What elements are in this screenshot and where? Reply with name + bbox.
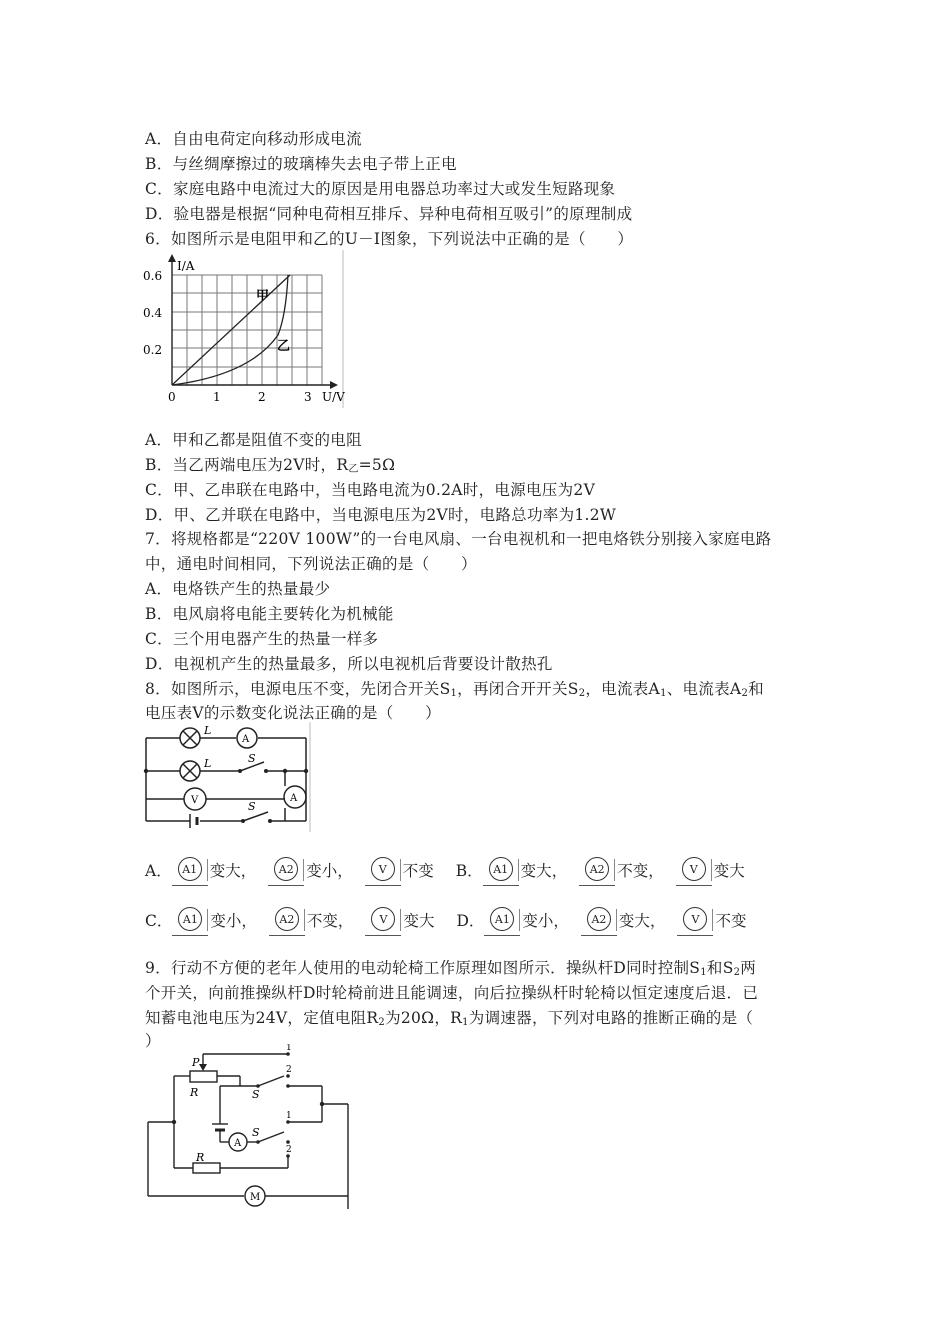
x-tick-2: 2 xyxy=(258,390,266,404)
meter-v-label: V xyxy=(191,795,199,806)
voltmeter-v-icon: V xyxy=(682,857,708,883)
label-s1: S xyxy=(252,1088,260,1101)
q6-ui-graph xyxy=(140,250,355,410)
q5-option-d: D．验电器是根据“同种电荷相互排斥、异种电荷相互吸引”的原理制成 xyxy=(145,205,633,223)
y-tick-0-4: 0.4 xyxy=(143,306,163,320)
motor-label: M xyxy=(250,1192,261,1203)
voltmeter-v-icon: V xyxy=(371,907,397,933)
x-tick-3: 3 xyxy=(304,390,312,404)
ammeter-a1-icon: A1 xyxy=(178,907,204,933)
terminal-1-mid: 1 xyxy=(286,1111,292,1121)
q9-stem-line4: ） xyxy=(145,1032,161,1050)
ammeter-a1-icon: A1 xyxy=(178,857,204,883)
ammeter-a2-icon: A2 xyxy=(275,907,301,933)
label-l2: L xyxy=(204,757,212,770)
terminal-2-bottom: 2 xyxy=(286,1145,292,1155)
label-s2: S xyxy=(252,1126,260,1139)
voltmeter-v-icon: V xyxy=(683,907,709,933)
q5-option-a: A．自由电荷定向移动形成电流 xyxy=(145,130,362,148)
x-tick-1: 1 xyxy=(213,390,221,404)
terminal-1-top: 1 xyxy=(286,1044,292,1053)
q8-stem-line1: 8．如图所示，电源电压不变，先闭合开关$S_1$，再闭合开开关$S_2$，电流表$A_1$、电流表$A_2$和 xyxy=(145,680,764,699)
q6-option-c: C．甲、乙串联在电路中，当电路电流为0.2A时，电源电压为2V xyxy=(145,481,596,499)
q6-option-d: D．甲、乙并联在电路中，当电源电压为2V时，电路总功率为1.2W xyxy=(145,506,617,524)
q8-circuit-diagram xyxy=(140,722,312,834)
label-yi: 乙 xyxy=(277,339,291,354)
ammeter-a2-icon: A2 xyxy=(585,857,611,883)
ammeter-a2-icon: A2 xyxy=(587,907,613,933)
label-jia: 甲 xyxy=(256,289,270,304)
q8-option-a-label: A． xyxy=(145,862,172,880)
y-axis-label: I/A xyxy=(177,259,195,273)
label-l1: L xyxy=(204,724,212,737)
q9-circuit-diagram xyxy=(140,1044,354,1210)
graph-grid xyxy=(172,275,322,385)
q6-option-a: A．甲和乙都是阻值不变的电阻 xyxy=(145,431,362,449)
q8-options-row1: A． A1 变大 ， A2 变小 ， V 不变 B． A1 变大 ， A2 不变 ， V 变大 xyxy=(145,852,757,888)
ammeter-a2-icon: A2 xyxy=(274,857,300,883)
q6-stem: 6．如图所示是电阻甲和乙的U－I图象，下列说法中正确的是（ ） xyxy=(145,230,634,248)
q9-stem-line1: 9．行动不方便的老年人使用的电动轮椅工作原理如图所示．操纵杆D同时控制$S_1$和$S_2$两 xyxy=(145,959,757,978)
q7-stem-line2: 中，通电时间相同，下列说法正确的是（ ） xyxy=(145,555,477,573)
q8-options-row2: C． A1 变小 ， A2 不变 ， V 变大 D． A1 变小 ， A2 变大 ， V 不变 xyxy=(145,902,758,938)
ammeter-a1-icon: A1 xyxy=(489,857,515,883)
q7-option-a: A．电烙铁产生的热量最少 xyxy=(145,580,331,598)
q6-option-b: B．当乙两端电压为2V时，$R_乙=5\Omega$ xyxy=(145,456,396,475)
y-tick-0-6: 0.6 xyxy=(143,269,163,283)
voltmeter-v-icon: V xyxy=(371,857,397,883)
label-s1: S xyxy=(248,800,256,813)
q7-stem-line1: 7．将规格都是“220V 100W”的一台电风扇、一台电视机和一把电烙铁分别接入家庭电路 xyxy=(145,530,772,548)
q8-option-b-label: B． xyxy=(455,862,483,880)
q7-option-b: B．电风扇将电能主要转化为机械能 xyxy=(145,605,394,623)
label-s2: S xyxy=(248,752,256,765)
q7-option-d: D．电视机产生的热量最多，所以电视机后背要设计散热孔 xyxy=(145,655,553,673)
meter-a2-label: A xyxy=(242,734,250,745)
q8-stem-line2: 电压表V的示数变化说法正确的是（ ） xyxy=(145,704,441,722)
label-p: P xyxy=(192,1056,200,1069)
meter-a1-label: A xyxy=(290,793,298,804)
y-tick-0-2: 0.2 xyxy=(143,343,163,357)
x-tick-0: 0 xyxy=(168,390,176,404)
q5-option-b: B．与丝绸摩擦过的玻璃棒失去电子带上正电 xyxy=(145,155,457,173)
q8-option-c-label: C． xyxy=(145,912,173,930)
q7-option-c: C．三个用电器产生的热量一样多 xyxy=(145,630,379,648)
terminal-2-top: 2 xyxy=(286,1065,292,1075)
q9-stem-line2: 个开关，向前推操纵杆D时轮椅前进且能调速，向后拉操纵杆时轮椅以恒定速度后退．已 xyxy=(145,984,759,1002)
label-r2: R xyxy=(196,1151,205,1164)
ammeter-label: A xyxy=(234,1138,242,1149)
label-r1: R xyxy=(190,1086,199,1099)
ammeter-a1-icon: A1 xyxy=(490,907,516,933)
q8-option-d-label: D． xyxy=(456,912,485,930)
q9-stem-line3: 知蓄电池电压为24V，定值电阻$R_2$为20Ω，$R_1$为调速器，下列对电路的推断正确的是（ xyxy=(145,1009,754,1028)
q5-option-c: C．家庭电路中电流过大的原因是用电器总功率过大或发生短路现象 xyxy=(145,180,616,198)
x-axis-label: U/V xyxy=(322,390,345,404)
